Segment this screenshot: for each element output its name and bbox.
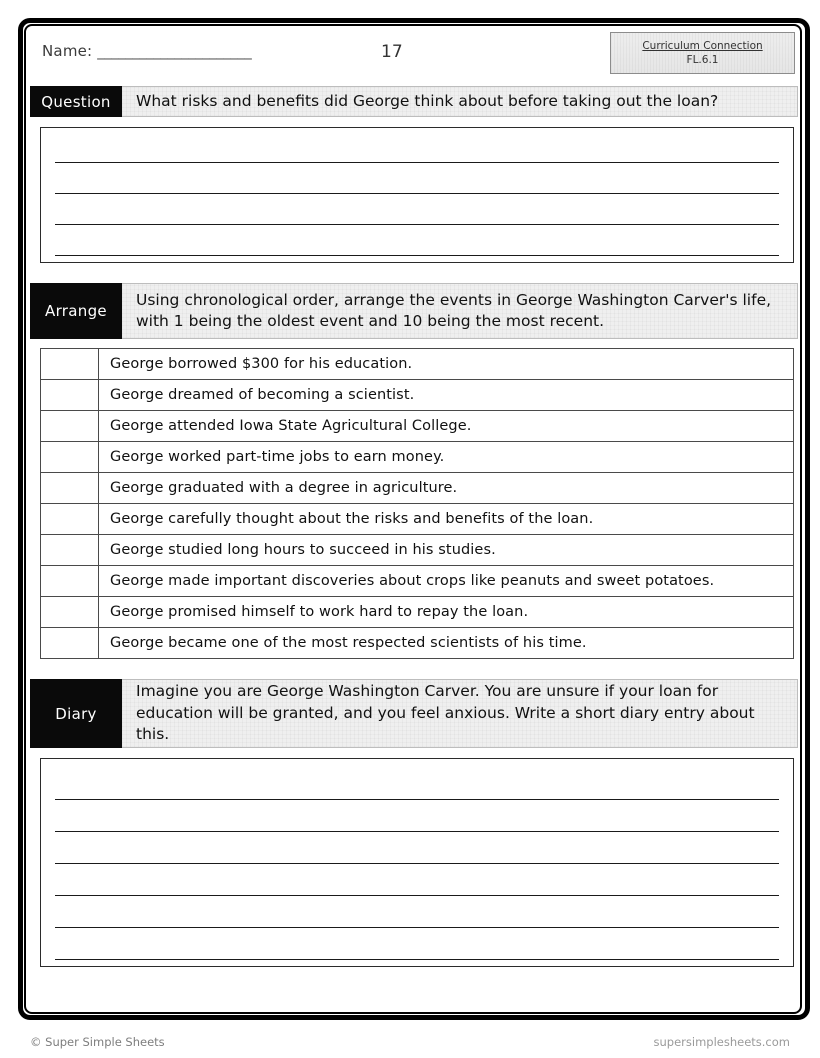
order-number-cell[interactable] (41, 473, 99, 504)
diary-section-tag: Diary (30, 679, 122, 748)
name-blank-line[interactable]: ______________________ (97, 42, 252, 60)
question-prompt: What risks and benefits did George think about before taking out the loan? (122, 86, 798, 117)
event-text-cell: George graduated with a degree in agriculture. (99, 473, 794, 504)
event-text-cell: George dreamed of becoming a scientist. (99, 380, 794, 411)
curriculum-connection-box (610, 32, 795, 74)
question-section-tag: Question (30, 86, 122, 117)
order-number-cell[interactable] (41, 442, 99, 473)
arrange-section-tag: Arrange (30, 283, 122, 339)
write-line[interactable] (55, 163, 779, 194)
event-text-cell: George became one of the most respected scientists of his time. (99, 628, 794, 659)
event-text-cell: George promised himself to work hard to repay the loan. (99, 597, 794, 628)
question-answer-box[interactable] (40, 127, 794, 263)
diary-prompt: Imagine you are George Washington Carver. You are unsure if your loan for education will be granted, and you feel anxious. Write a short diary entry about this. (122, 679, 798, 748)
diary-section-header (30, 679, 798, 748)
arrange-events-body (41, 349, 794, 659)
spacer (26, 659, 800, 679)
order-number-cell[interactable] (41, 380, 99, 411)
write-line[interactable] (55, 928, 779, 960)
write-line[interactable] (55, 768, 779, 800)
order-number-cell[interactable] (41, 535, 99, 566)
arrange-prompt: Using chronological order, arrange the events in George Washington Carver's life, with 1 being the oldest event and 10 being the most recent. (122, 283, 798, 339)
page-number: 17 (381, 42, 403, 62)
table-row[interactable] (41, 349, 794, 380)
arrange-section-header (30, 283, 798, 339)
order-number-cell[interactable] (41, 349, 99, 380)
diary-answer-box[interactable] (40, 758, 794, 967)
write-line[interactable] (55, 832, 779, 864)
arrange-events-table (40, 348, 794, 659)
write-line[interactable] (55, 896, 779, 928)
event-text-cell: George borrowed $300 for his education. (99, 349, 794, 380)
write-line[interactable] (55, 864, 779, 896)
question-section-header (30, 86, 798, 117)
write-line[interactable] (55, 800, 779, 832)
table-row[interactable] (41, 411, 794, 442)
worksheet-header (26, 26, 800, 86)
table-row[interactable] (41, 597, 794, 628)
website-url: supersimplesheets.com (653, 1035, 790, 1049)
name-label: Name: (42, 42, 93, 60)
write-line[interactable] (55, 225, 779, 256)
event-text-cell: George carefully thought about the risks and benefits of the loan. (99, 504, 794, 535)
event-text-cell: George studied long hours to succeed in his studies. (99, 535, 794, 566)
table-row[interactable] (41, 628, 794, 659)
event-text-cell: George worked part-time jobs to earn money. (99, 442, 794, 473)
copyright-text: © Super Simple Sheets (30, 1035, 165, 1049)
event-text-cell: George attended Iowa State Agricultural College. (99, 411, 794, 442)
curriculum-connection-code: FL.6.1 (686, 54, 719, 66)
order-number-cell[interactable] (41, 566, 99, 597)
spacer (26, 263, 800, 283)
order-number-cell[interactable] (41, 504, 99, 535)
table-row[interactable] (41, 473, 794, 504)
order-number-cell[interactable] (41, 628, 99, 659)
name-field[interactable] (42, 42, 251, 60)
worksheet-content (26, 26, 800, 1012)
write-line[interactable] (55, 194, 779, 225)
curriculum-connection-title: Curriculum Connection (642, 39, 763, 52)
page-footer (0, 1028, 820, 1056)
table-row[interactable] (41, 535, 794, 566)
order-number-cell[interactable] (41, 411, 99, 442)
order-number-cell[interactable] (41, 597, 99, 628)
table-row[interactable] (41, 566, 794, 597)
table-row[interactable] (41, 380, 794, 411)
table-row[interactable] (41, 442, 794, 473)
event-text-cell: George made important discoveries about crops like peanuts and sweet potatoes. (99, 566, 794, 597)
table-row[interactable] (41, 504, 794, 535)
write-line[interactable] (55, 137, 779, 163)
